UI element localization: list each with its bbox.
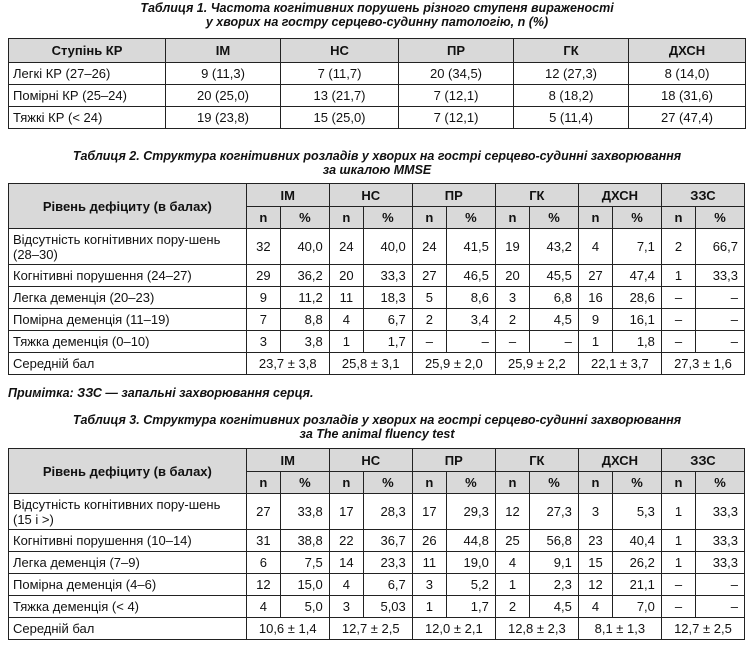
- percent-cell: –: [696, 331, 745, 353]
- mean-value: 8,1 ± 1,3: [578, 618, 661, 640]
- table-row: [9, 530, 745, 552]
- count-cell: 25: [495, 530, 529, 552]
- count-cell: 32: [246, 229, 280, 265]
- subheader-percent: %: [613, 472, 662, 494]
- count-cell: –: [661, 574, 695, 596]
- percent-cell: 6,7: [364, 309, 413, 331]
- percent-cell: 4,5: [530, 309, 579, 331]
- mean-value: 10,6 ± 1,4: [246, 618, 329, 640]
- table1-header-cell: ДХСН: [629, 39, 746, 63]
- count-cell: 17: [412, 494, 446, 530]
- table3-caption: [0, 414, 754, 441]
- table-cell: 19 (23,8): [166, 107, 281, 129]
- percent-cell: 8,6: [447, 287, 496, 309]
- percent-cell: 40,4: [613, 530, 662, 552]
- row-label: Тяжкі КР (< 24): [9, 107, 166, 129]
- percent-cell: 36,7: [364, 530, 413, 552]
- percent-cell: 1,8: [613, 331, 662, 353]
- count-cell: 12: [495, 494, 529, 530]
- mean-value: 12,7 ± 2,5: [661, 618, 744, 640]
- mean-label: Середній бал: [9, 353, 247, 375]
- row-label: Тяжка деменція (0–10): [9, 331, 247, 353]
- count-cell: 4: [495, 552, 529, 574]
- percent-cell: 28,3: [364, 494, 413, 530]
- mean-value: 25,9 ± 2,0: [412, 353, 495, 375]
- count-cell: 31: [246, 530, 280, 552]
- count-cell: 4: [329, 574, 363, 596]
- count-cell: 1: [412, 596, 446, 618]
- subheader-percent: %: [447, 472, 496, 494]
- table-cell: 27 (47,4): [629, 107, 746, 129]
- table1-caption-line1: Таблиця 1. Частота когнітивних порушень різного ступеня вираженості: [140, 1, 614, 15]
- row-label: Легка деменція (7–9): [9, 552, 247, 574]
- row-label: Помірна деменція (4–6): [9, 574, 247, 596]
- table1-header-cell: НС: [281, 39, 399, 63]
- count-cell: 17: [329, 494, 363, 530]
- table-row: [9, 63, 746, 85]
- table-cell: 7 (12,1): [399, 85, 514, 107]
- percent-cell: 56,8: [530, 530, 579, 552]
- table2-mean-row: [9, 353, 745, 375]
- percent-cell: 66,7: [696, 229, 745, 265]
- mean-value: 25,8 ± 3,1: [329, 353, 412, 375]
- subheader-n: n: [329, 207, 363, 229]
- count-cell: 6: [246, 552, 280, 574]
- percent-cell: 28,6: [613, 287, 662, 309]
- count-cell: 3: [412, 574, 446, 596]
- table-row: [9, 494, 745, 530]
- count-cell: 3: [246, 331, 280, 353]
- percent-cell: 47,4: [613, 265, 662, 287]
- percent-cell: 2,3: [530, 574, 579, 596]
- percent-cell: 5,03: [364, 596, 413, 618]
- count-cell: 1: [661, 494, 695, 530]
- table2-note: Примітка: ЗЗС — запальні захворювання серця.: [8, 386, 314, 400]
- percent-cell: 19,0: [447, 552, 496, 574]
- group-header: ДХСН: [578, 449, 661, 472]
- table-cell: 7 (11,7): [281, 63, 399, 85]
- group-header: НС: [329, 184, 412, 207]
- table-row: [9, 287, 745, 309]
- percent-cell: 18,3: [364, 287, 413, 309]
- table-cell: 20 (34,5): [399, 63, 514, 85]
- count-cell: 24: [329, 229, 363, 265]
- count-cell: 12: [246, 574, 280, 596]
- row-label: Відсутність когнітивних пору-шень (28–30): [9, 229, 247, 265]
- count-cell: 3: [329, 596, 363, 618]
- table-row: [9, 229, 745, 265]
- count-cell: –: [412, 331, 446, 353]
- count-cell: 22: [329, 530, 363, 552]
- count-cell: 19: [495, 229, 529, 265]
- percent-cell: 40,0: [280, 229, 329, 265]
- count-cell: 2: [495, 596, 529, 618]
- table3-caption-line1: Таблиця 3. Структура когнітивних розладів у хворих на гострі серцево-судинні захворювання: [72, 413, 682, 427]
- subheader-n: n: [329, 472, 363, 494]
- table-cell: 18 (31,6): [629, 85, 746, 107]
- table-row: [9, 107, 746, 129]
- group-header: ІМ: [246, 449, 329, 472]
- subheader-percent: %: [280, 472, 329, 494]
- table1-caption: [0, 2, 754, 29]
- mean-value: 23,7 ± 3,8: [246, 353, 329, 375]
- percent-cell: 11,2: [280, 287, 329, 309]
- row-label: Помірні КР (25–24): [9, 85, 166, 107]
- percent-cell: –: [530, 331, 579, 353]
- table-row: [9, 574, 745, 596]
- count-cell: 5: [412, 287, 446, 309]
- subheader-percent: %: [447, 207, 496, 229]
- group-header: ГК: [495, 184, 578, 207]
- table-row: [9, 309, 745, 331]
- count-cell: 7: [246, 309, 280, 331]
- percent-cell: 33,8: [280, 494, 329, 530]
- table-cell: 15 (25,0): [281, 107, 399, 129]
- table-cell: 8 (18,2): [514, 85, 629, 107]
- count-cell: 2: [412, 309, 446, 331]
- table-cell: 20 (25,0): [166, 85, 281, 107]
- count-cell: 29: [246, 265, 280, 287]
- count-cell: 2: [495, 309, 529, 331]
- subheader-n: n: [412, 472, 446, 494]
- percent-cell: 1,7: [447, 596, 496, 618]
- table2-caption: [0, 150, 754, 177]
- table3-mean-row: [9, 618, 745, 640]
- count-cell: 11: [412, 552, 446, 574]
- subheader-n: n: [495, 472, 529, 494]
- count-cell: 2: [661, 229, 695, 265]
- percent-cell: 46,5: [447, 265, 496, 287]
- row-label: Тяжка деменція (< 4): [9, 596, 247, 618]
- percent-cell: 33,3: [696, 530, 745, 552]
- table3-body: [9, 494, 745, 618]
- count-cell: –: [661, 331, 695, 353]
- percent-cell: 5,3: [613, 494, 662, 530]
- percent-cell: –: [447, 331, 496, 353]
- row-label: Когнітивні порушення (10–14): [9, 530, 247, 552]
- mean-label: Середній бал: [9, 618, 247, 640]
- percent-cell: 5,0: [280, 596, 329, 618]
- percent-cell: 44,8: [447, 530, 496, 552]
- count-cell: 16: [578, 287, 612, 309]
- table-cell: 13 (21,7): [281, 85, 399, 107]
- percent-cell: 16,1: [613, 309, 662, 331]
- percent-cell: 41,5: [447, 229, 496, 265]
- group-header: НС: [329, 449, 412, 472]
- subheader-n: n: [246, 472, 280, 494]
- count-cell: 27: [246, 494, 280, 530]
- count-cell: 12: [578, 574, 612, 596]
- table-row: [9, 596, 745, 618]
- subheader-percent: %: [530, 472, 579, 494]
- table2-body: [9, 229, 745, 353]
- count-cell: 1: [661, 552, 695, 574]
- mean-value: 12,8 ± 2,3: [495, 618, 578, 640]
- row-label: Помірна деменція (11–19): [9, 309, 247, 331]
- percent-cell: 6,8: [530, 287, 579, 309]
- subheader-percent: %: [696, 207, 745, 229]
- subheader-n: n: [578, 207, 612, 229]
- subheader-n: n: [661, 207, 695, 229]
- table-cell: 7 (12,1): [399, 107, 514, 129]
- subheader-n: n: [578, 472, 612, 494]
- row-label: Когнітивні порушення (24–27): [9, 265, 247, 287]
- count-cell: 15: [578, 552, 612, 574]
- table3: [8, 448, 745, 640]
- subheader-n: n: [412, 207, 446, 229]
- mean-value: 25,9 ± 2,2: [495, 353, 578, 375]
- table-row: [9, 331, 745, 353]
- row-label: Відсутність когнітивних пору-шень (15 і >): [9, 494, 247, 530]
- table1-header-cell: ПР: [399, 39, 514, 63]
- count-cell: –: [661, 287, 695, 309]
- percent-cell: 43,2: [530, 229, 579, 265]
- count-cell: 20: [495, 265, 529, 287]
- count-cell: 9: [246, 287, 280, 309]
- table3-level-header: Рівень дефіциту (в балах): [9, 449, 247, 494]
- percent-cell: 36,2: [280, 265, 329, 287]
- group-header: ГК: [495, 449, 578, 472]
- percent-cell: 29,3: [447, 494, 496, 530]
- percent-cell: 45,5: [530, 265, 579, 287]
- count-cell: –: [661, 309, 695, 331]
- count-cell: 4: [246, 596, 280, 618]
- count-cell: 4: [329, 309, 363, 331]
- percent-cell: –: [696, 574, 745, 596]
- group-header: ДХСН: [578, 184, 661, 207]
- table2-level-header: Рівень дефіциту (в балах): [9, 184, 247, 229]
- count-cell: 1: [661, 530, 695, 552]
- table2: [8, 183, 745, 375]
- count-cell: 3: [578, 494, 612, 530]
- percent-cell: 21,1: [613, 574, 662, 596]
- percent-cell: 9,1: [530, 552, 579, 574]
- mean-value: 27,3 ± 1,6: [661, 353, 744, 375]
- table2-header-row: [9, 184, 745, 207]
- table3-header-row: [9, 449, 745, 472]
- subheader-percent: %: [613, 207, 662, 229]
- table-row: [9, 265, 745, 287]
- table-row: [9, 85, 746, 107]
- percent-cell: 33,3: [696, 494, 745, 530]
- percent-cell: 38,8: [280, 530, 329, 552]
- count-cell: 11: [329, 287, 363, 309]
- table1-caption-line2: у хворих на гостру серцево-судинну патологію, n (%): [205, 14, 549, 29]
- count-cell: 27: [412, 265, 446, 287]
- table3-caption-line2: за The animal fluency test: [299, 426, 455, 441]
- table2-caption-line2: за шкалою MMSE: [322, 162, 432, 177]
- percent-cell: 6,7: [364, 574, 413, 596]
- count-cell: 1: [495, 574, 529, 596]
- subheader-n: n: [246, 207, 280, 229]
- percent-cell: 4,5: [530, 596, 579, 618]
- count-cell: –: [661, 596, 695, 618]
- subheader-percent: %: [530, 207, 579, 229]
- mean-value: 12,0 ± 2,1: [412, 618, 495, 640]
- mean-value: 22,1 ± 3,7: [578, 353, 661, 375]
- table1: [8, 38, 746, 129]
- group-header: ЗЗС: [661, 184, 744, 207]
- count-cell: 3: [495, 287, 529, 309]
- subheader-percent: %: [364, 472, 413, 494]
- percent-cell: 7,5: [280, 552, 329, 574]
- percent-cell: –: [696, 596, 745, 618]
- percent-cell: 15,0: [280, 574, 329, 596]
- percent-cell: 40,0: [364, 229, 413, 265]
- percent-cell: 7,1: [613, 229, 662, 265]
- percent-cell: 1,7: [364, 331, 413, 353]
- percent-cell: 33,3: [364, 265, 413, 287]
- table1-header-cell: Ступінь КР: [9, 39, 166, 63]
- count-cell: 9: [578, 309, 612, 331]
- percent-cell: 8,8: [280, 309, 329, 331]
- count-cell: 4: [578, 596, 612, 618]
- row-label: Легкі КР (27–26): [9, 63, 166, 85]
- row-label: Легка деменція (20–23): [9, 287, 247, 309]
- group-header: ПР: [412, 449, 495, 472]
- table-cell: 12 (27,3): [514, 63, 629, 85]
- subheader-percent: %: [364, 207, 413, 229]
- percent-cell: –: [696, 309, 745, 331]
- percent-cell: 33,3: [696, 552, 745, 574]
- count-cell: 1: [661, 265, 695, 287]
- percent-cell: 33,3: [696, 265, 745, 287]
- subheader-n: n: [661, 472, 695, 494]
- subheader-percent: %: [280, 207, 329, 229]
- percent-cell: 3,8: [280, 331, 329, 353]
- table-cell: 9 (11,3): [166, 63, 281, 85]
- table-cell: 5 (11,4): [514, 107, 629, 129]
- count-cell: 1: [578, 331, 612, 353]
- count-cell: 14: [329, 552, 363, 574]
- group-header: ПР: [412, 184, 495, 207]
- percent-cell: 23,3: [364, 552, 413, 574]
- percent-cell: –: [696, 287, 745, 309]
- count-cell: 27: [578, 265, 612, 287]
- group-header: ІМ: [246, 184, 329, 207]
- group-header: ЗЗС: [661, 449, 744, 472]
- table-row: [9, 552, 745, 574]
- table1-header-cell: ІМ: [166, 39, 281, 63]
- count-cell: 20: [329, 265, 363, 287]
- percent-cell: 3,4: [447, 309, 496, 331]
- percent-cell: 27,3: [530, 494, 579, 530]
- count-cell: 1: [329, 331, 363, 353]
- count-cell: 23: [578, 530, 612, 552]
- table1-header-row: [9, 39, 746, 63]
- subheader-n: n: [495, 207, 529, 229]
- percent-cell: 7,0: [613, 596, 662, 618]
- count-cell: 24: [412, 229, 446, 265]
- percent-cell: 5,2: [447, 574, 496, 596]
- count-cell: 26: [412, 530, 446, 552]
- count-cell: 4: [578, 229, 612, 265]
- table1-header-cell: ГК: [514, 39, 629, 63]
- percent-cell: 26,2: [613, 552, 662, 574]
- table2-caption-line1: Таблиця 2. Структура когнітивних розладів у хворих на гострі серцево-судинні захворювання: [72, 149, 682, 163]
- mean-value: 12,7 ± 2,5: [329, 618, 412, 640]
- table-cell: 8 (14,0): [629, 63, 746, 85]
- count-cell: –: [495, 331, 529, 353]
- subheader-percent: %: [696, 472, 745, 494]
